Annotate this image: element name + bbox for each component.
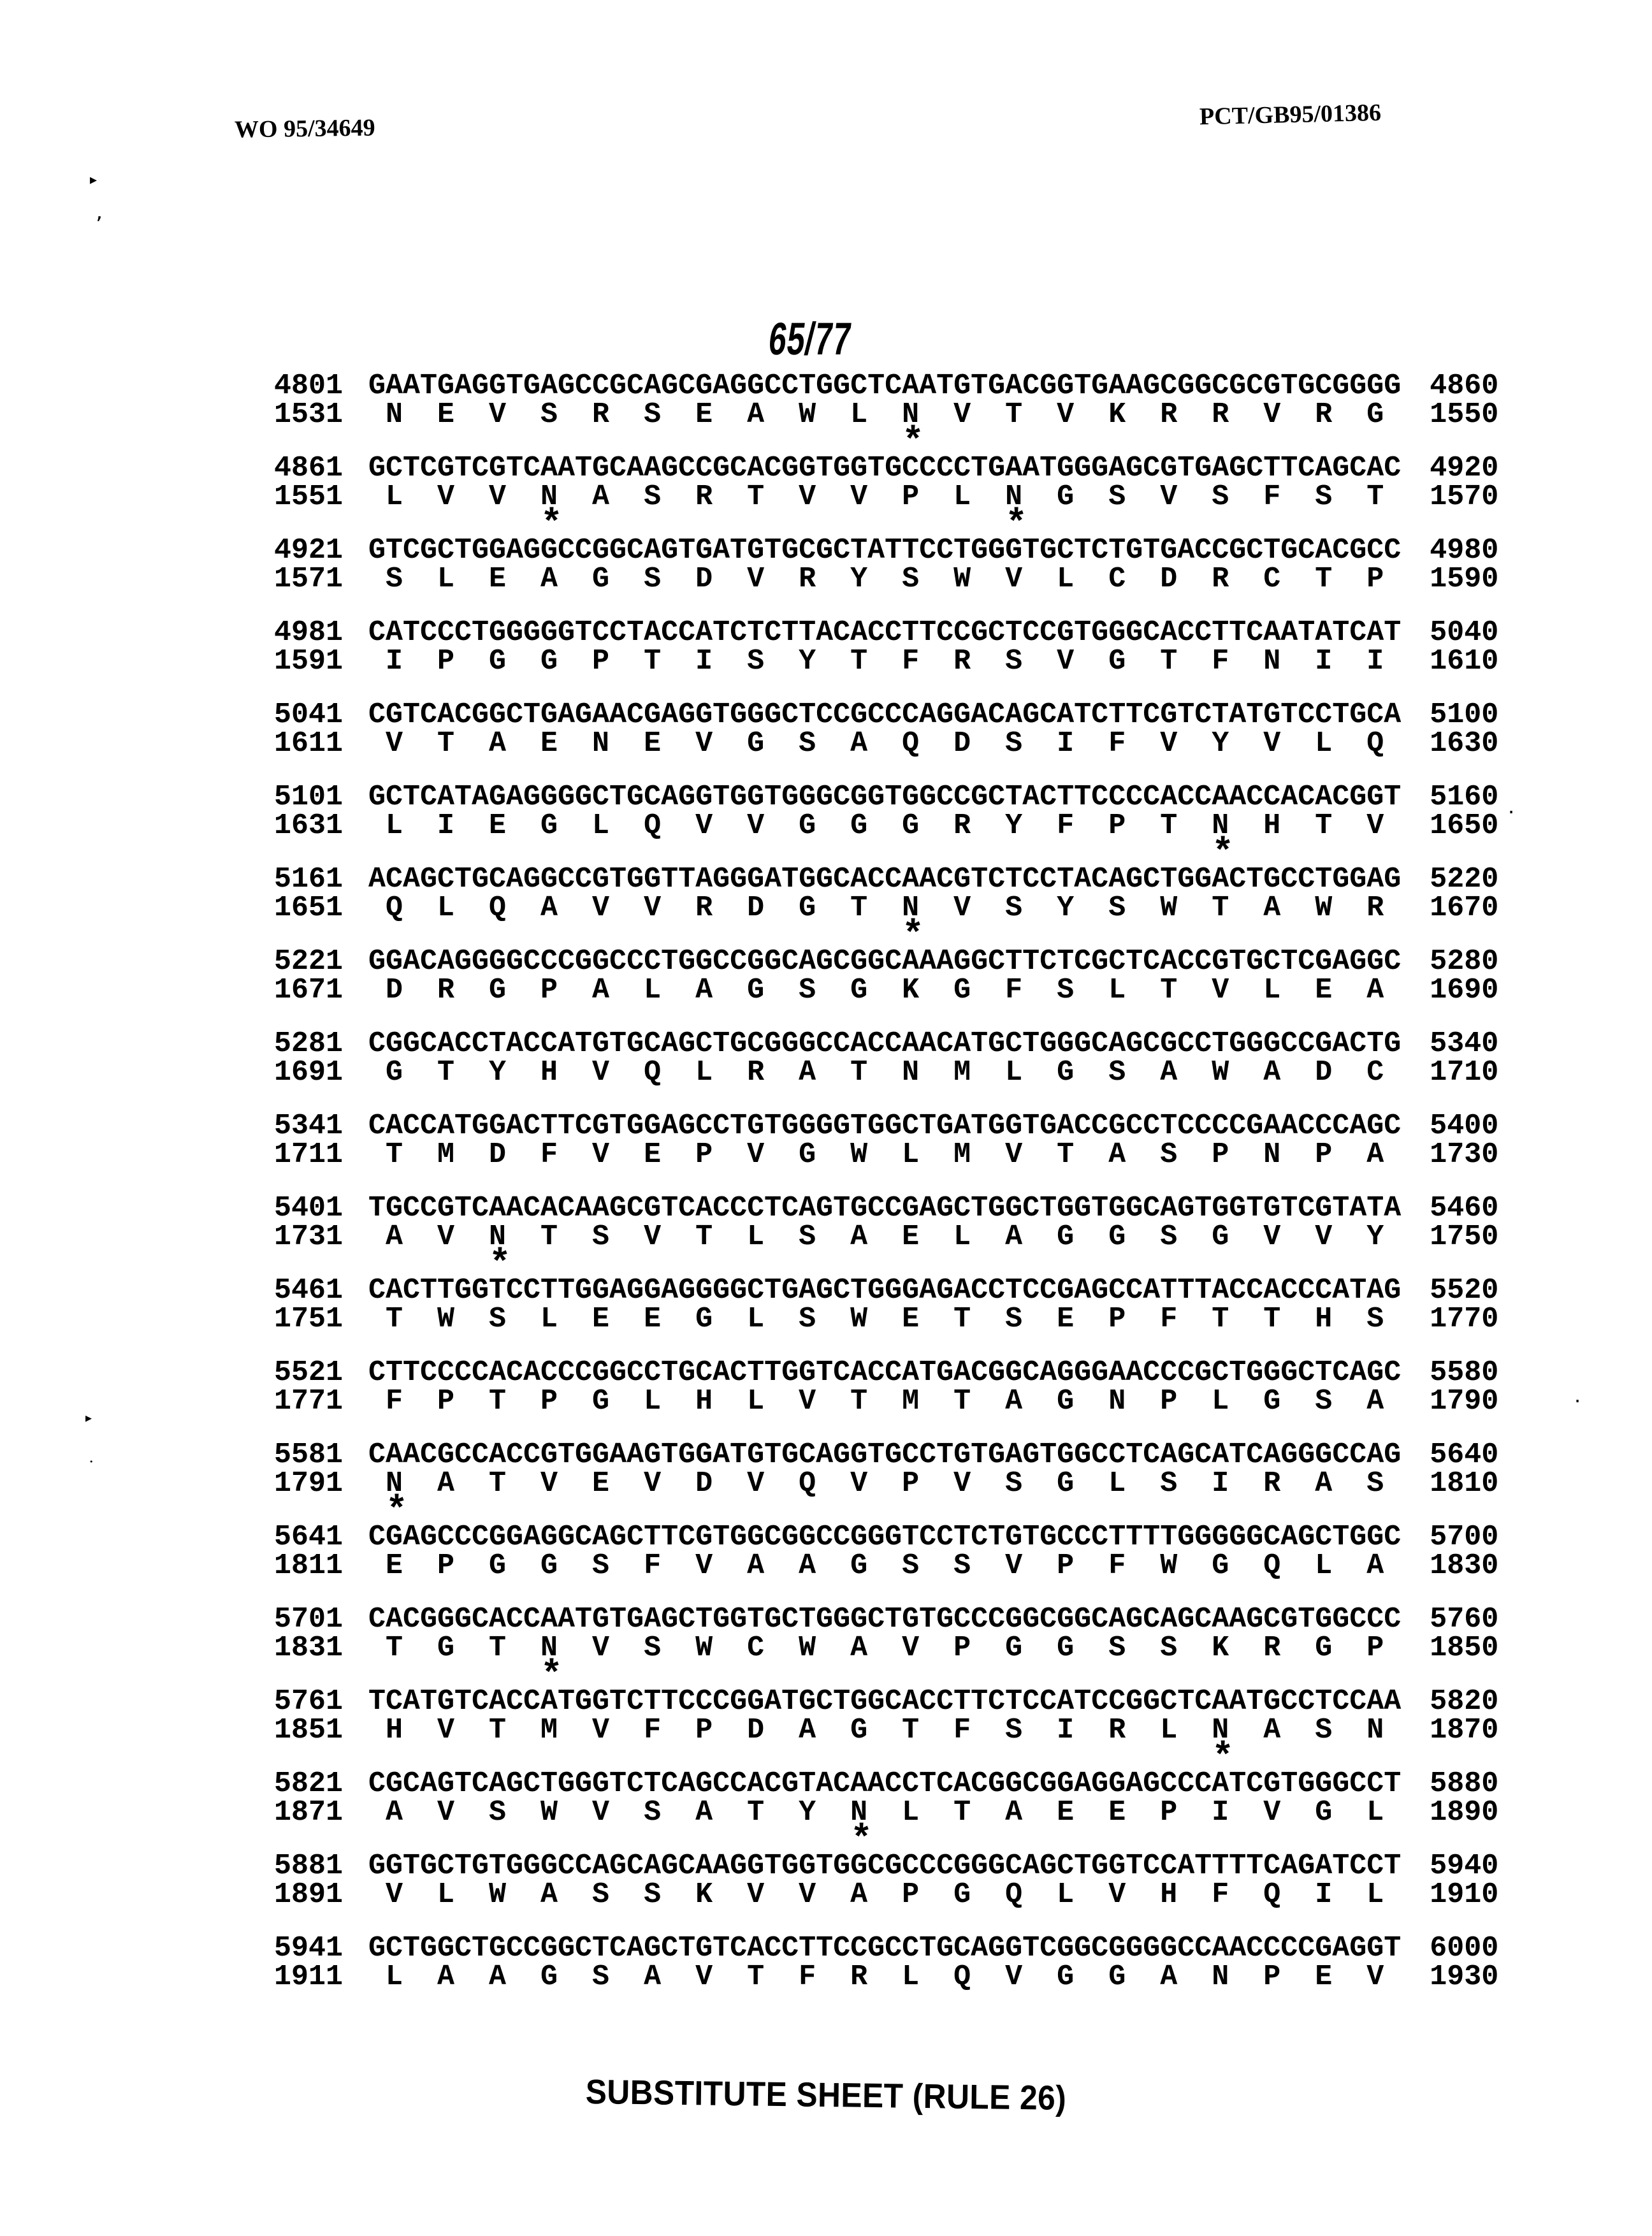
aa-row-start-number: 1871 xyxy=(274,1796,344,1829)
aa-row-start-number: 1631 xyxy=(274,809,344,842)
dna-sequence: TCATGTCACCATGGTCTTCCCGGATGCTGGCACCTTCTCCATCCGGCTCAATGCCTCCAA xyxy=(368,1685,1402,1718)
amino-acid-sequence: E P G G S F V A A G S S V P F W G Q L A xyxy=(368,1550,1402,1582)
aa-row-start-number: 1611 xyxy=(274,727,344,760)
sequence-block xyxy=(274,1358,1652,1441)
aa-end-number: 1690 xyxy=(1430,974,1499,1006)
asterisk-row xyxy=(274,1169,1652,1194)
nt-row xyxy=(274,536,1652,565)
nt-end-number: 6000 xyxy=(1430,1932,1499,1964)
nt-end-number: 5880 xyxy=(1430,1768,1499,1800)
sheet-number: 65/77 xyxy=(765,313,855,365)
header-application-number: PCT/GB95/01386 xyxy=(1199,99,1382,131)
aa-end-number: 1910 xyxy=(1430,1878,1499,1911)
dna-sequence: TGCCGTCAACACAAGCGTCACCCTCAGTGCCGAGCTGGCTGGTGGCAGTGGTGTCGTATA xyxy=(368,1192,1402,1224)
aa-row xyxy=(274,1880,1652,1909)
aa-row xyxy=(274,811,1652,840)
sequence-block xyxy=(274,1934,1652,2016)
nt-row-start-number: 5341 xyxy=(274,1110,344,1142)
nt-row-start-number: 5461 xyxy=(274,1274,344,1307)
aa-row-start-number: 1691 xyxy=(274,1056,344,1089)
scan-artifact: ʼ xyxy=(96,212,103,238)
aa-end-number: 1590 xyxy=(1430,563,1499,595)
glycosylation-asterisk: * xyxy=(1005,504,1027,546)
dna-sequence: CGCAGTCAGCTGGGTCTCAGCCACGTACAACCTCACGGCGGAGGAGCCCATCGTGGGCCT xyxy=(368,1768,1402,1800)
nt-end-number: 4860 xyxy=(1430,370,1499,402)
aa-row-start-number: 1851 xyxy=(274,1714,344,1746)
dna-sequence: CAACGCCACCGTGGAAGTGGATGTGCAGGTGCCTGTGAGTGGCCTCAGCATCAGGGCCAG xyxy=(368,1439,1402,1471)
aa-row xyxy=(274,1963,1652,1991)
aa-end-number: 1790 xyxy=(1430,1385,1499,1418)
amino-acid-sequence: A V N T S V T L S A E L A G G S G V V Y xyxy=(368,1221,1402,1253)
aa-row-start-number: 1911 xyxy=(274,1961,344,1993)
aa-row xyxy=(274,1140,1652,1169)
nt-row xyxy=(274,1029,1652,1058)
nt-row xyxy=(274,1852,1652,1880)
glycosylation-asterisk: * xyxy=(902,422,924,463)
scan-artifact: ▸ xyxy=(90,172,98,188)
dna-sequence: GCTCATAGAGGGGCTGCAGGTGGTGGGCGGTGGCCGCTACTTCCCCACCAACCACACGGT xyxy=(368,781,1402,813)
aa-row-start-number: 1791 xyxy=(274,1467,344,1500)
asterisk-row xyxy=(274,593,1652,618)
nt-end-number: 5640 xyxy=(1430,1439,1499,1471)
amino-acid-sequence: L I E G L Q V V G G G R Y F P T N H T V xyxy=(368,809,1402,842)
nt-end-number: 5760 xyxy=(1430,1603,1499,1636)
aa-end-number: 1850 xyxy=(1430,1632,1499,1664)
nt-row-start-number: 5701 xyxy=(274,1603,344,1636)
sequence-block xyxy=(274,618,1652,701)
asterisk-row xyxy=(274,422,1652,463)
aa-row xyxy=(274,976,1652,1005)
aa-end-number: 1670 xyxy=(1430,892,1499,924)
amino-acid-sequence: A V S W V S A T Y N L T A E E P I V G L xyxy=(368,1796,1402,1829)
aa-end-number: 1890 xyxy=(1430,1796,1499,1829)
nt-end-number: 5580 xyxy=(1430,1356,1499,1389)
aa-end-number: 1610 xyxy=(1430,645,1499,678)
aa-row-start-number: 1751 xyxy=(274,1303,344,1335)
nt-end-number: 4920 xyxy=(1430,452,1499,484)
dna-sequence: GTCGCTGGAGGCCGGCAGTGATGTGCGCTATTCCTGGGTGCTCTGTGACCGCTGCACGCC xyxy=(368,534,1402,567)
amino-acid-sequence: V T A E N E V G S A Q D S I F V Y V L Q xyxy=(368,727,1402,760)
nt-row-start-number: 5821 xyxy=(274,1768,344,1800)
amino-acid-sequence: L A A G S A V T F R L Q V G G A N P E V xyxy=(368,1961,1402,1993)
aa-row xyxy=(274,729,1652,758)
amino-acid-sequence: T W S L E E G L S W E T S E P F T T H S xyxy=(368,1303,1402,1335)
aa-row xyxy=(274,1387,1652,1416)
amino-acid-sequence: G T Y H V Q L R A T N M L G S A W A D C xyxy=(368,1056,1402,1089)
nt-row-start-number: 5041 xyxy=(274,699,344,731)
scan-artifact: · xyxy=(1574,1389,1581,1413)
nt-row xyxy=(274,1441,1652,1469)
aa-row xyxy=(274,565,1652,593)
sequence-block xyxy=(274,1276,1652,1358)
aa-row-start-number: 1891 xyxy=(274,1878,344,1911)
aa-row xyxy=(274,1551,1652,1580)
aa-row-start-number: 1651 xyxy=(274,892,344,924)
aa-row xyxy=(274,400,1652,429)
nt-end-number: 5400 xyxy=(1430,1110,1499,1142)
sequence-block xyxy=(274,1852,1652,1934)
nt-row-start-number: 5641 xyxy=(274,1521,344,1553)
dna-sequence: CGTCACGGCTGAGAACGAGGTGGGCTCCGCCCAGGACAGCATCTTCGTCTATGTCCTGCA xyxy=(368,699,1402,731)
sequence-block xyxy=(274,1029,1652,1112)
aa-end-number: 1730 xyxy=(1430,1138,1499,1171)
nt-row xyxy=(274,1769,1652,1798)
sequence-block xyxy=(274,863,1652,957)
nt-row-start-number: 4981 xyxy=(274,616,344,649)
glycosylation-asterisk: * xyxy=(902,915,924,957)
glycosylation-asterisk: * xyxy=(540,504,563,546)
asterisk-row xyxy=(274,1580,1652,1605)
asterisk-row xyxy=(274,1416,1652,1441)
aa-end-number: 1830 xyxy=(1430,1550,1499,1582)
asterisk-row xyxy=(274,1491,1652,1532)
asterisk-row xyxy=(274,1991,1652,2016)
dna-sequence: CGGCACCTACCATGTGCAGCTGCGGGCCACCAACATGCTGGGCAGCGCCTGGGCCGACTG xyxy=(368,1027,1402,1060)
nt-row-start-number: 5101 xyxy=(274,781,344,813)
footer-substitute-sheet: SUBSTITUTE SHEET (RULE 26) xyxy=(585,2072,1067,2118)
nt-row-start-number: 5521 xyxy=(274,1356,344,1389)
nt-end-number: 5700 xyxy=(1430,1521,1499,1553)
nt-end-number: 5940 xyxy=(1430,1850,1499,1882)
nt-row-start-number: 5401 xyxy=(274,1192,344,1224)
aa-end-number: 1770 xyxy=(1430,1303,1499,1335)
aa-row xyxy=(274,1798,1652,1827)
asterisk-row xyxy=(274,833,1652,875)
sequence-block xyxy=(274,781,1652,875)
nt-row xyxy=(274,618,1652,647)
sequence-block xyxy=(274,1439,1652,1532)
aa-end-number: 1750 xyxy=(1430,1221,1499,1253)
nt-row-start-number: 4921 xyxy=(274,534,344,567)
nt-row-start-number: 5161 xyxy=(274,863,344,896)
nt-end-number: 5340 xyxy=(1430,1027,1499,1060)
sequence-block xyxy=(274,370,1652,463)
aa-row xyxy=(274,1634,1652,1662)
aa-row xyxy=(274,1716,1652,1745)
amino-acid-sequence: N A T V E V D V Q V P V S G L S I R A S xyxy=(368,1467,1402,1500)
asterisk-row xyxy=(274,1005,1652,1029)
nt-row xyxy=(274,1276,1652,1305)
amino-acid-sequence: D R G P A L A G S G K G F S L T V L E A xyxy=(368,974,1402,1006)
sequence-block xyxy=(274,452,1652,546)
header-publication-number: WO 95/34649 xyxy=(234,114,375,143)
asterisk-row xyxy=(274,1087,1652,1112)
nt-row-start-number: 4801 xyxy=(274,370,344,402)
nt-row-start-number: 5881 xyxy=(274,1850,344,1882)
glycosylation-asterisk: * xyxy=(489,1244,511,1286)
scan-artifact: • xyxy=(89,1458,94,1466)
sequence-block xyxy=(274,947,1652,1029)
dna-sequence: CATCCCTGGGGGTCCTACCATCTCTTACACCTTCCGCTCCGTGGGCACCTTCAATATCAT xyxy=(368,616,1402,649)
nt-row-start-number: 5941 xyxy=(274,1932,344,1964)
amino-acid-sequence: T M D F V E P V G W L M V T A S P N P A xyxy=(368,1138,1402,1171)
aa-end-number: 1630 xyxy=(1430,727,1499,760)
sequence-block xyxy=(274,536,1652,618)
amino-acid-sequence: L V V N A S R T V V P L N G S V S F S T xyxy=(368,481,1402,513)
sequence-block xyxy=(274,1685,1652,1779)
glycosylation-asterisk: * xyxy=(540,1655,563,1697)
asterisk-row xyxy=(274,1738,1652,1779)
nt-row xyxy=(274,1358,1652,1387)
aa-end-number: 1650 xyxy=(1430,809,1499,842)
nt-end-number: 5280 xyxy=(1430,945,1499,978)
nt-row xyxy=(274,1112,1652,1140)
aa-row-start-number: 1571 xyxy=(274,563,344,595)
asterisk-row xyxy=(274,676,1652,701)
dna-sequence: CGAGCCCGGAGGCAGCTTCGTGGCGGCCGGGTCCTCTGTGCCCTTTTGGGGGCAGCTGGC xyxy=(368,1521,1402,1553)
nt-row-start-number: 5221 xyxy=(274,945,344,978)
nt-row xyxy=(274,1605,1652,1634)
aa-row-start-number: 1551 xyxy=(274,481,344,513)
aa-row xyxy=(274,1469,1652,1498)
asterisk-row xyxy=(274,1909,1652,1934)
aa-row xyxy=(274,647,1652,676)
dna-sequence: CTTCCCCACACCCGGCCTGCACTTGGTCACCATGACGGCAGGGAACCCGCTGGGCTCAGC xyxy=(368,1356,1402,1389)
aa-row xyxy=(274,1223,1652,1251)
glycosylation-asterisk: * xyxy=(1212,833,1235,875)
nt-row xyxy=(274,454,1652,483)
dna-sequence: GCTCGTCGTCAATGCAAGCCGCACGGTGGTGCCCCTGAATGGGAGCGTGAGCTTCAGCAC xyxy=(368,452,1402,484)
sequence-listing xyxy=(0,372,1652,2016)
nt-end-number: 5820 xyxy=(1430,1685,1499,1718)
aa-row-start-number: 1771 xyxy=(274,1385,344,1418)
nt-end-number: 4980 xyxy=(1430,534,1499,567)
asterisk-row xyxy=(274,1244,1652,1286)
nt-row-start-number: 5281 xyxy=(274,1027,344,1060)
amino-acid-sequence: Q L Q A V V R D G T N V S Y S W T A W R xyxy=(368,892,1402,924)
nt-end-number: 5160 xyxy=(1430,781,1499,813)
nt-row-start-number: 4861 xyxy=(274,452,344,484)
aa-row xyxy=(274,1305,1652,1333)
dna-sequence: CACGGGCACCAATGTGAGCTGGTGCTGGGCTGTGCCCGGCGGCAGCAGCAAGCGTGGCCC xyxy=(368,1603,1402,1636)
amino-acid-sequence: T G T N V S W C W A V P G G S S K R G P xyxy=(368,1632,1402,1664)
nt-row xyxy=(274,1687,1652,1716)
aa-row-start-number: 1591 xyxy=(274,645,344,678)
nt-row xyxy=(274,1523,1652,1551)
aa-row-start-number: 1711 xyxy=(274,1138,344,1171)
glycosylation-asterisk: * xyxy=(386,1491,408,1532)
dna-sequence: GGACAGGGGCCCGGCCCTGGCCGGCAGCGGCAAAGGCTTCTCGCTCACCGTGCTCGAGGC xyxy=(368,945,1402,978)
asterisk-row xyxy=(274,1820,1652,1861)
aa-row-start-number: 1811 xyxy=(274,1550,344,1582)
asterisk-row xyxy=(274,915,1652,957)
glycosylation-asterisk: * xyxy=(850,1820,873,1861)
nt-row-start-number: 5581 xyxy=(274,1439,344,1471)
aa-row-start-number: 1671 xyxy=(274,974,344,1006)
aa-row xyxy=(274,1058,1652,1087)
nt-row-start-number: 5761 xyxy=(274,1685,344,1718)
aa-row-start-number: 1831 xyxy=(274,1632,344,1664)
sequence-block xyxy=(274,1768,1652,1861)
sequence-block xyxy=(274,1192,1652,1286)
glycosylation-asterisk: * xyxy=(1212,1738,1235,1779)
aa-row xyxy=(274,483,1652,511)
nt-row xyxy=(274,701,1652,729)
amino-acid-sequence: S L E A G S D V R Y S W V L C D R C T P xyxy=(368,563,1402,595)
nt-row xyxy=(274,1194,1652,1223)
aa-row-start-number: 1531 xyxy=(274,398,344,431)
nt-row xyxy=(274,947,1652,976)
asterisk-row xyxy=(274,1333,1652,1358)
dna-sequence: ACAGCTGCAGGCCGTGGTTAGGGATGGCACCAACGTCTCCTACAGCTGGACTGCCTGGAG xyxy=(368,863,1402,896)
asterisk-row xyxy=(274,1655,1652,1697)
aa-row xyxy=(274,894,1652,922)
sequence-block xyxy=(274,1112,1652,1194)
nt-row xyxy=(274,372,1652,400)
nt-end-number: 5220 xyxy=(1430,863,1499,896)
dna-sequence: GCTGGCTGCCGGCTCAGCTGTCACCTTCCGCCTGCAGGTCGGCGGGGCCAACCCCGAGGT xyxy=(368,1932,1402,1964)
aa-end-number: 1870 xyxy=(1430,1714,1499,1746)
dna-sequence: GGTGCTGTGGGCCAGCAGCAAGGTGGTGGCGCCCGGGCAGCTGGTCCATTTTCAGATCCT xyxy=(368,1850,1402,1882)
amino-acid-sequence: F P T P G L H L V T M T A G N P L G S A xyxy=(368,1385,1402,1418)
nt-end-number: 5460 xyxy=(1430,1192,1499,1224)
nt-end-number: 5040 xyxy=(1430,616,1499,649)
scan-artifact: ▸ xyxy=(85,1410,92,1425)
dna-sequence: CACCATGGACTTCGTGGAGCCTGTGGGGTGGCTGATGGTGACCGCCTCCCCGAACCCAGC xyxy=(368,1110,1402,1142)
dna-sequence: CACTTGGTCCTTGGAGGAGGGGCTGAGCTGGGAGACCTCCGAGCCATTTACCACCCATAG xyxy=(368,1274,1402,1307)
asterisk-row xyxy=(274,504,1652,546)
aa-end-number: 1570 xyxy=(1430,481,1499,513)
sequence-block xyxy=(274,1603,1652,1697)
aa-end-number: 1550 xyxy=(1430,398,1499,431)
nt-row xyxy=(274,1934,1652,1963)
amino-acid-sequence: H V T M V F P D A G T F S I R L N A S N xyxy=(368,1714,1402,1746)
scan-artifact: · xyxy=(1508,800,1515,824)
aa-end-number: 1810 xyxy=(1430,1467,1499,1500)
aa-end-number: 1710 xyxy=(1430,1056,1499,1089)
asterisk-row xyxy=(274,758,1652,783)
amino-acid-sequence: V L W A S S K V V A P G Q L V H F Q I L xyxy=(368,1878,1402,1911)
sequence-block xyxy=(274,701,1652,783)
nt-row xyxy=(274,865,1652,894)
nt-end-number: 5100 xyxy=(1430,699,1499,731)
amino-acid-sequence: I P G G P T I S Y T F R S V G T F N I I xyxy=(368,645,1402,678)
aa-row-start-number: 1731 xyxy=(274,1221,344,1253)
amino-acid-sequence: N E V S R S E A W L N V T V K R R V R G xyxy=(368,398,1402,431)
sequence-block xyxy=(274,1523,1652,1605)
nt-row xyxy=(274,783,1652,811)
aa-end-number: 1930 xyxy=(1430,1961,1499,1993)
dna-sequence: GAATGAGGTGAGCCGCAGCGAGGCCTGGCTCAATGTGACGGTGAAGCGGCGCGTGCGGGG xyxy=(368,370,1402,402)
nt-end-number: 5520 xyxy=(1430,1274,1499,1307)
